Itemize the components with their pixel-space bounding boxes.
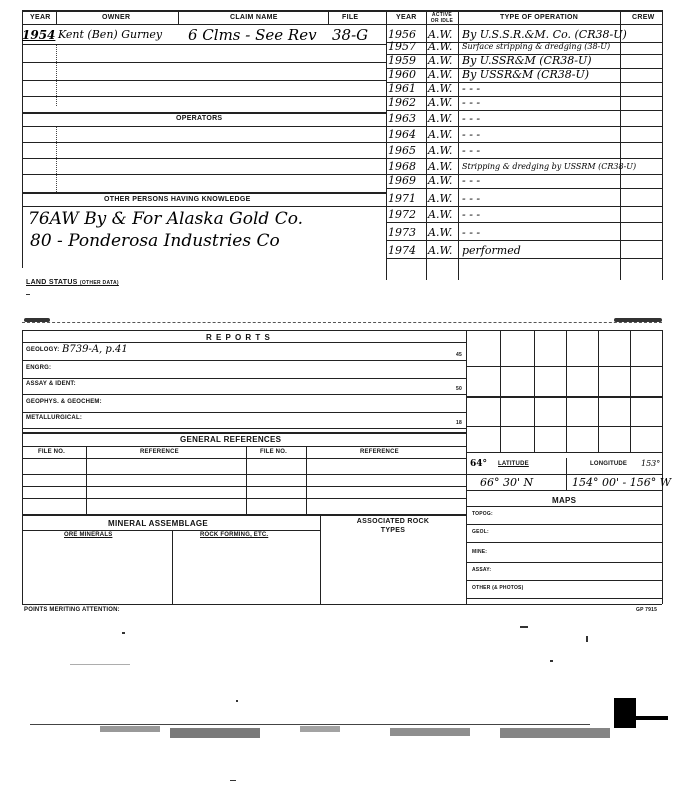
general-references-title: GENERAL REFERENCES (180, 435, 282, 444)
header-type-of-operation: TYPE OF OPERATION (500, 14, 579, 21)
activity-year: 1969 (388, 174, 416, 187)
header-file: FILE (342, 14, 359, 21)
activity-status: A.W. (428, 160, 453, 173)
activity-status: A.W. (428, 112, 453, 125)
report-number: 45 (456, 352, 462, 358)
header-claim-name: CLAIM NAME (230, 14, 278, 21)
land-status-mark (26, 294, 30, 295)
report-row-divider (22, 428, 466, 429)
report-label: METALLURGICAL: (26, 415, 83, 421)
scan-artifact (614, 318, 662, 322)
header-owner: OWNER (102, 14, 131, 21)
activity-status: A.W. (428, 28, 453, 41)
report-row-divider (22, 412, 466, 413)
activity-operation: - - - (462, 192, 481, 205)
longitude-value: 154° 00' - 156° W (572, 476, 672, 489)
activity-row-divider (386, 222, 662, 223)
maps-title: MAPS (552, 496, 577, 505)
report-label: ASSAY & IDENT: (26, 381, 76, 387)
activity-status: A.W. (428, 192, 453, 205)
activity-status: A.W. (428, 82, 453, 95)
activity-operation: - - - (462, 96, 481, 109)
operators-label: OPERATORS (176, 115, 223, 122)
map-row-label: OTHER (& PHOTOS) (472, 585, 524, 591)
report-label: ENGRG: (26, 365, 52, 371)
activity-row-divider (386, 158, 662, 159)
activity-year: 1973 (388, 226, 416, 239)
activity-row-divider (386, 240, 662, 241)
map-row-label: GEOL: (472, 529, 489, 535)
lon-suffix: 153° (641, 459, 661, 468)
land-status-sublabel: (OTHER DATA) (79, 280, 119, 286)
activity-year: 1974 (388, 244, 416, 257)
latitude-label: LATITUDE (498, 461, 529, 467)
report-label: GEOPHYS. & GEOCHEM: (26, 399, 102, 405)
activity-operation: - - - (462, 82, 481, 95)
report-row-divider (22, 394, 466, 395)
other-person-line-1: 76AW By & For Alaska Gold Co. (28, 209, 304, 229)
activity-row-divider (386, 188, 662, 189)
other-persons-label: OTHER PERSONS HAVING KNOWLEDGE (104, 196, 251, 203)
scan-dashed-line (22, 322, 662, 323)
report-row-divider (22, 360, 466, 361)
activity-row-divider (386, 110, 662, 111)
activity-year: 1964 (388, 128, 416, 141)
activity-year: 1959 (388, 54, 416, 67)
header-crew: CREW (632, 14, 655, 21)
activity-year: 1968 (388, 160, 416, 173)
map-row-label: TOPOG: (472, 511, 493, 517)
activity-operation: performed (462, 244, 521, 257)
col-file-no: FILE NO. (38, 449, 65, 455)
report-number: 50 (456, 386, 462, 392)
map-row-divider (466, 580, 662, 581)
activity-operation: - - - (462, 174, 481, 187)
activity-status: A.W. (428, 208, 453, 221)
activity-operation: By U.SSR&M (CR38-U) (462, 54, 592, 67)
owner-year: 1954 (22, 28, 56, 42)
land-status-label (26, 279, 119, 286)
report-value: B739-A, p.41 (62, 344, 128, 355)
other-person-line-2: 80 - Ponderosa Industries Co (30, 231, 280, 251)
map-row-label: ASSAY: (472, 567, 492, 573)
activity-year: 1957 (388, 40, 416, 53)
activity-year: 1961 (388, 82, 416, 95)
activity-row-divider (386, 126, 662, 127)
map-row-label: MINE: (472, 549, 488, 555)
header-year-2: YEAR (396, 14, 417, 21)
land-status-title: LAND STATUS (26, 279, 78, 286)
activity-row-divider (386, 206, 662, 207)
owner-name: Kent (Ben) Gurney (58, 28, 163, 41)
report-row-divider (22, 378, 466, 379)
activity-status: A.W. (428, 68, 453, 81)
activity-status: A.W. (428, 54, 453, 67)
ore-minerals-label: ORE MINERALS (64, 532, 113, 538)
activity-operation: - - - (462, 208, 481, 221)
map-row-divider (466, 542, 662, 543)
report-number: 18 (456, 420, 462, 426)
activity-operation: Surface stripping & dredging (38-U) (462, 42, 611, 51)
col-reference-2: REFERENCE (360, 449, 399, 455)
activity-year: 1971 (388, 192, 416, 205)
activity-status: A.W. (428, 244, 453, 257)
activity-status: A.W. (428, 128, 453, 141)
activity-operation: By USSR&M (CR38-U) (462, 68, 590, 81)
header-active-or-idle: ACTIVE OR IDLE (430, 12, 454, 24)
activity-operation: - - - (462, 128, 481, 141)
activity-status: A.W. (428, 40, 453, 53)
activity-row-divider (386, 142, 662, 143)
points-meriting-attention: POINTS MERITING ATTENTION: (24, 607, 120, 613)
rock-forming-label: ROCK FORMING, ETC. (200, 532, 269, 538)
activity-status: A.W. (428, 174, 453, 187)
lat-prefix: 64° (470, 459, 488, 469)
longitude-label: LONGITUDE (590, 461, 628, 467)
activity-status: A.W. (428, 144, 453, 157)
owner-file: 38-G (332, 26, 369, 44)
map-row-divider (466, 562, 662, 563)
activity-row-divider (386, 258, 662, 259)
map-row-divider (466, 524, 662, 525)
report-label: GEOLOGY: (26, 347, 60, 353)
activity-status: A.W. (428, 226, 453, 239)
activity-operation: - - - (462, 112, 481, 125)
owner-claim-name: 6 Clms - See Rev (188, 26, 317, 44)
col-file-no-2: FILE NO. (260, 449, 287, 455)
activity-year: 1965 (388, 144, 416, 157)
associated-rock-types: ASSOCIATED ROCK TYPES (356, 518, 430, 534)
activity-year: 1956 (388, 28, 416, 41)
activity-operation: By U.S.S.R.&M. Co. (CR38-U) (462, 28, 627, 41)
header-year: YEAR (30, 14, 51, 21)
activity-operation: - - - (462, 144, 481, 157)
activity-operation: Stripping & dredging by USSRM (CR38-U) (462, 162, 637, 171)
activity-year: 1963 (388, 112, 416, 125)
map-row-divider (466, 598, 662, 599)
black-registration-mark (614, 698, 636, 728)
col-reference: REFERENCE (140, 449, 179, 455)
form-number: GP 7915 (636, 607, 658, 613)
mineral-assemblage-title: MINERAL ASSEMBLAGE (108, 519, 209, 528)
activity-status: A.W. (428, 96, 453, 109)
activity-year: 1960 (388, 68, 416, 81)
reports-title: R E P O R T S (206, 333, 271, 342)
activity-operation: - - - (462, 226, 481, 239)
activity-year: 1972 (388, 208, 416, 221)
latitude-value: 66° 30' N (480, 476, 534, 489)
activity-year: 1962 (388, 96, 416, 109)
